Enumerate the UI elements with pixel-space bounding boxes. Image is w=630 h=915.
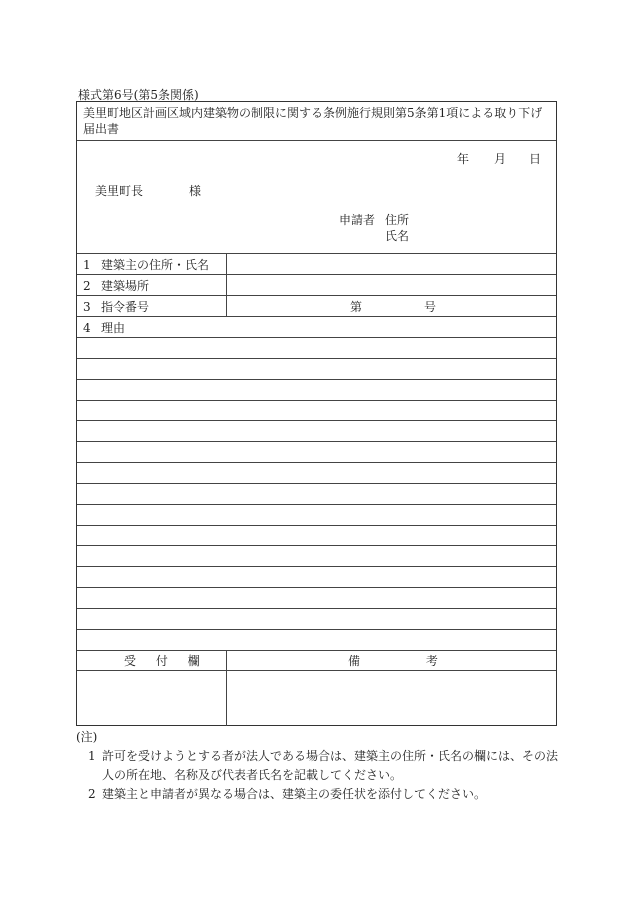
notification-form <box>76 101 557 726</box>
applicant-label: 申請者 <box>339 213 376 227</box>
item-3-number: 3 <box>83 300 91 314</box>
row-divider <box>77 274 556 275</box>
item-3-label: 指令番号 <box>101 300 150 314</box>
reason-line <box>77 441 556 442</box>
date-month-label: 月 <box>494 152 507 166</box>
row-divider <box>77 316 556 317</box>
applicant-address-label: 住所 <box>385 213 410 227</box>
item-2-number: 2 <box>83 279 91 293</box>
reason-line <box>77 608 556 609</box>
reason-line <box>77 483 556 484</box>
reason-line <box>77 545 556 546</box>
date-year-label: 年 <box>457 152 470 166</box>
label-column-divider <box>226 253 227 316</box>
header-divider <box>77 253 556 254</box>
reason-line <box>77 337 556 338</box>
directive-go: 号 <box>424 300 437 314</box>
reason-line <box>77 420 556 421</box>
note-text: 建築主と申請者が異なる場合は、建築主の委任状を添付してください。 <box>102 787 487 801</box>
notes-heading: (注) <box>76 730 98 744</box>
row-divider <box>77 295 556 296</box>
directive-dai: 第 <box>350 300 363 314</box>
honorific: 様 <box>189 184 202 198</box>
footer-header-divider <box>77 670 556 671</box>
notes-section <box>76 728 566 804</box>
remarks-column-header: 備 考 <box>348 654 438 668</box>
note-text: 許可を受けようとする者が法人である場合は、建築主の住所・氏名の欄には、その法人の所在地、名称及び代表者氏名を記載してください。 <box>102 749 559 782</box>
addressee: 美里町長 <box>95 184 144 198</box>
reason-line <box>77 462 556 463</box>
note-number: 1 <box>88 749 96 763</box>
reception-column-header: 受 付 欄 <box>124 654 208 668</box>
footer-column-divider <box>226 650 227 726</box>
reason-line <box>77 587 556 588</box>
reason-line <box>77 379 556 380</box>
reason-line <box>77 566 556 567</box>
note-item <box>76 747 566 785</box>
date-day-label: 日 <box>529 152 542 166</box>
note-number: 2 <box>88 787 96 801</box>
note-item <box>76 785 566 804</box>
title-divider <box>77 140 556 141</box>
reason-line <box>77 358 556 359</box>
reason-line <box>77 629 556 630</box>
form-number: 様式第6号(第5条関係) <box>78 88 199 102</box>
reason-bottom-line <box>77 650 556 651</box>
item-2-label: 建築場所 <box>101 279 150 293</box>
form-title: 美里町地区計画区域内建築物の制限に関する条例施行規則第5条第1項による取り下げ届出書 <box>83 106 543 136</box>
reason-line <box>77 504 556 505</box>
item-1-number: 1 <box>83 258 91 272</box>
applicant-name-label: 氏名 <box>385 229 410 243</box>
item-4-number: 4 <box>83 321 91 335</box>
item-1-label: 建築主の住所・氏名 <box>101 258 210 272</box>
item-4-label: 理由 <box>101 321 126 335</box>
reason-line <box>77 525 556 526</box>
reason-line <box>77 400 556 401</box>
